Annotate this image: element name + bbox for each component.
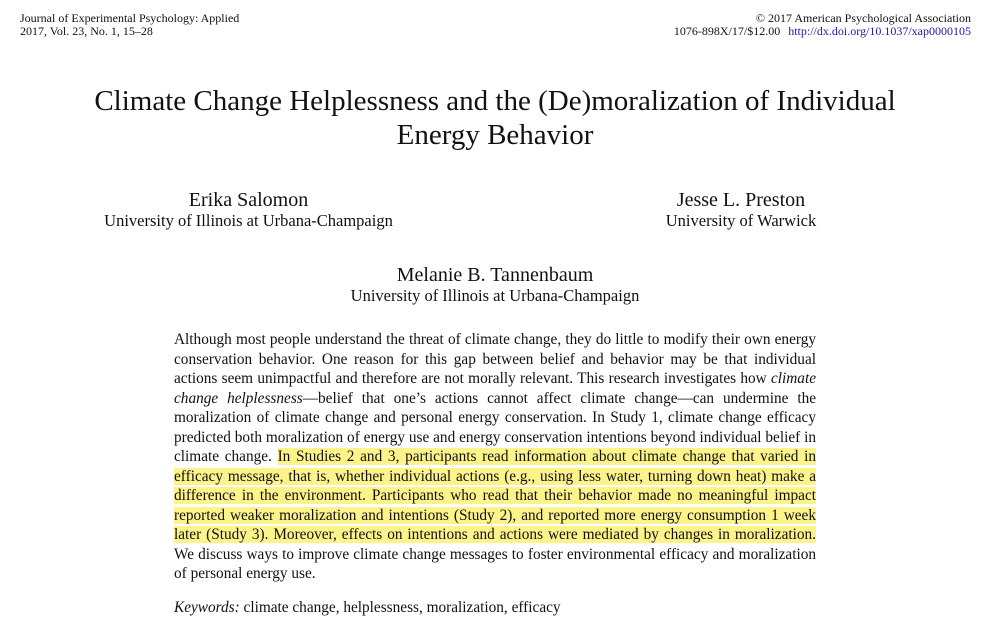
- abstract-text-3: We discuss ways to improve climate change messages to foster environmental efficacy and moralization of personal energy use.: [174, 545, 816, 582]
- journal-citation: 2017, Vol. 23, No. 1, 15–28: [20, 24, 153, 38]
- doi-link[interactable]: http://dx.doi.org/10.1037/xap0000105: [788, 24, 971, 38]
- issn-price: 1076-898X/17/$12.00: [673, 24, 781, 38]
- keywords-value: climate change, helplessness, moralization, efficacy: [243, 599, 561, 616]
- copyright-notice: © 2017 American Psychological Association: [755, 11, 971, 25]
- author-preston: [655, 189, 827, 230]
- author-name: Erika Salomon: [188, 189, 309, 211]
- keywords: [174, 598, 816, 618]
- abstract: [174, 330, 816, 584]
- author-tannenbaum: [330, 264, 660, 305]
- author-affiliation: University of Illinois at Urbana-Champaign: [350, 286, 640, 305]
- issn-doi-line: [674, 25, 971, 38]
- journal-header: [20, 12, 239, 38]
- title-line-1: Climate Change Helplessness and the (De)moralization of Individual: [94, 85, 896, 117]
- abstract-italic-term: climate change helplessness: [174, 370, 816, 407]
- abstract-text-1: Although most people understand the threat of climate change, they do little to modify their own energy conservation behavior. One reason for this gap between belief and behavior may be that individual actions seem unimpactful and therefore are not morally relevant. This research investigates how: [174, 331, 816, 387]
- highlighted-passage[interactable]: In Studies 2 and 3, participants read information about climate change that varied in efficacy message, that is, whether individual actions (e.g., using less water, turning down heat) make a difference in the environment. Participants who read that their behavior made no meaningful impact reported weaker moralization and intentions (Study 2), and reported more energy consumption 1 week later (Study 3). Moreover, effects on intentions and actions were mediated by changes in moralization.: [174, 448, 817, 543]
- author-name: Melanie B. Tannenbaum: [396, 264, 594, 286]
- paper-title: [0, 84, 990, 152]
- author-affiliation: University of Illinois at Urbana-Champaign: [104, 211, 393, 230]
- title-line-2: Energy Behavior: [396, 119, 594, 151]
- author-affiliation: University of Warwick: [665, 211, 817, 230]
- abstract-text-2: —belief that one’s actions cannot affect climate change—can undermine the moralization of climate change and personal energy conservation. In Study 1, climate change efficacy predicted both moralization of energy use and energy conservation intentions beyond individual belief in climate change.: [174, 389, 817, 465]
- author-name: Jesse L. Preston: [676, 189, 806, 211]
- journal-name: Journal of Experimental Psychology: Applied: [20, 11, 240, 25]
- author-salomon: [95, 189, 402, 230]
- keywords-label: Keywords:: [174, 599, 240, 616]
- copyright-header: [674, 12, 971, 38]
